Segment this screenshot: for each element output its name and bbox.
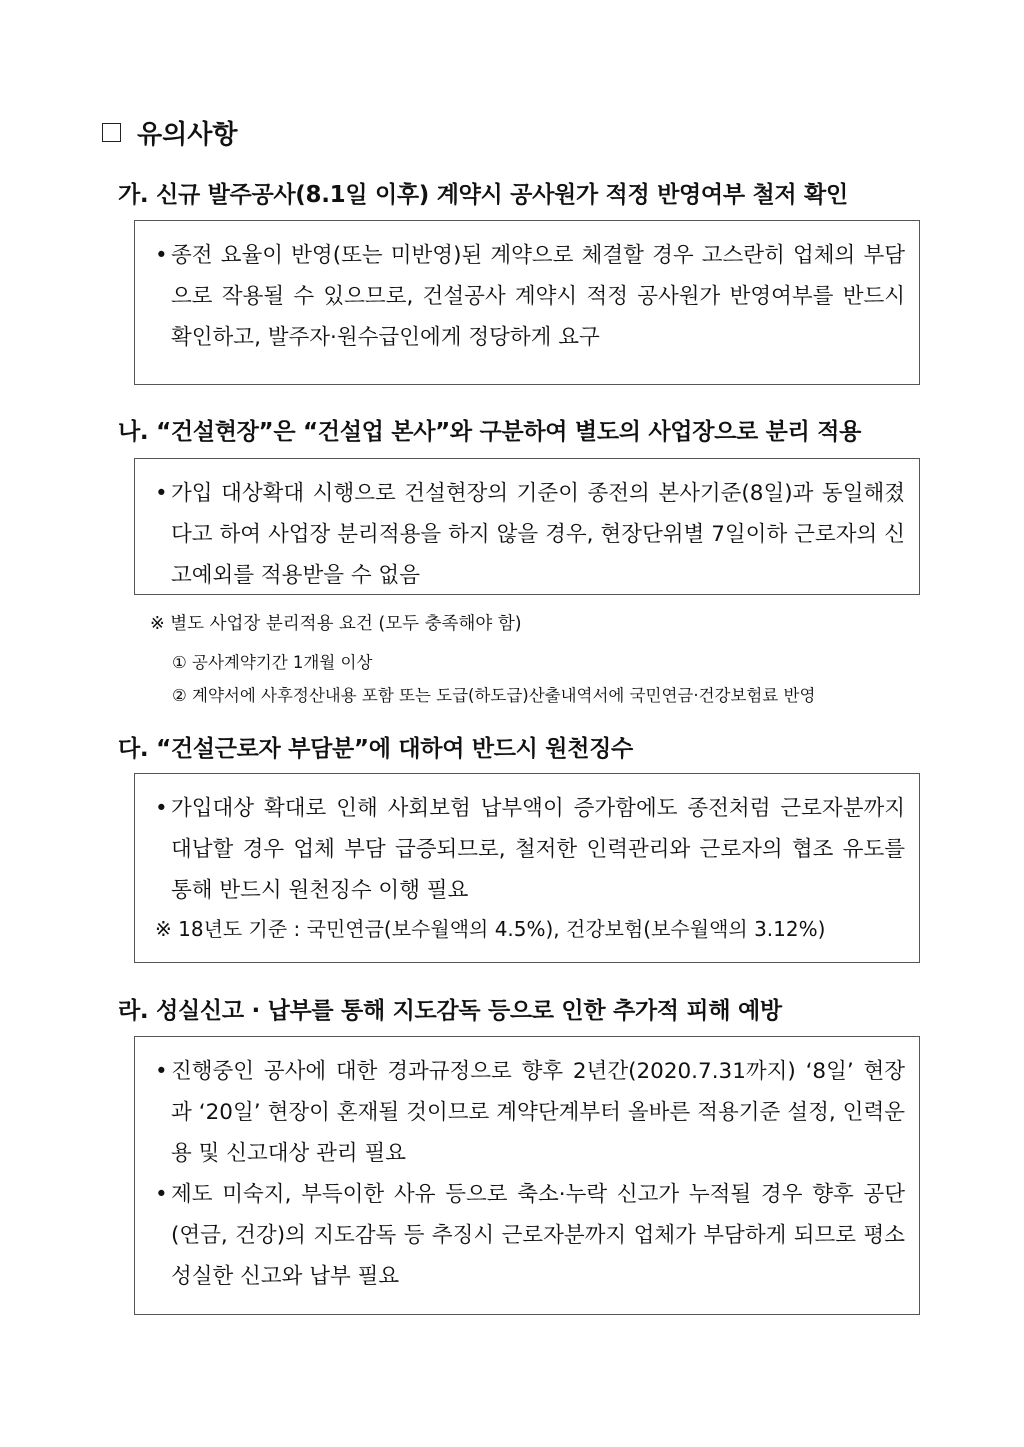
box-na [134, 458, 920, 595]
note-na: ※ 별도 사업장 분리적용 요건 (모두 충족해야 함) [150, 614, 522, 634]
box-ga [134, 220, 920, 385]
bullet-ra-2: • 제도 미숙지, 부득이한 사유 등으로 축소·누락 신고가 누적될 경우 향후 공단(연금, 건강)의 지도감독 등 추징시 근로자분까지 업체가 부담하게 되므로 평소 성실한 신고와 납부 필요 [155, 1174, 905, 1297]
checkbox-square-icon [102, 123, 121, 142]
note-item-2: ② 계약서에 사후정산내용 포함 또는 도급(하도급)산출내역서에 국민연금·건강보험료 반영 [172, 686, 816, 705]
section-title [102, 114, 237, 151]
heading-na: 나. “건설현장”은 “건설업 본사”와 구분하여 별도의 사업장으로 분리 적용 [118, 419, 862, 445]
bullet-na-1: • 가입 대상확대 시행으로 건설현장의 기준이 종전의 본사기준(8일)과 동일해졌다고 하여 사업장 분리적용을 하지 않을 경우, 현장단위별 7일이하 근로자의 신고예외를 적용받을 수 없음 [155, 473, 905, 596]
heading-ra: 라. 성실신고 · 납부를 통해 지도감독 등으로 인한 추가적 피해 예방 [118, 998, 782, 1024]
note-da: ※ 18년도 기준 : 국민연금(보수월액의 4.5%), 건강보험(보수월액의 3.12%) [155, 917, 826, 941]
bullet-ra-1: • 진행중인 공사에 대한 경과규정으로 향후 2년간(2020.7.31까지) ‘8일’ 현장과 ‘20일’ 현장이 혼재될 것이므로 계약단계부터 올바른 적용기준 설정, 인력운용 및 신고대상 관리 필요 [155, 1051, 905, 1174]
bullet-da-1: • 가입대상 확대로 인해 사회보험 납부액이 증가함에도 종전처럼 근로자분까지 대납할 경우 업체 부담 급증되므로, 철저한 인력관리와 근로자의 협조 유도를 통해 반드시 원천징수 이행 필요 [155, 788, 905, 911]
heading-da: 다. “건설근로자 부담분”에 대하여 반드시 원천징수 [118, 736, 633, 762]
section-title-text: 유의사항 [137, 120, 238, 150]
heading-ga: 가. 신규 발주공사(8.1일 이후) 계약시 공사원가 적정 반영여부 철저 확인 [118, 182, 848, 208]
box-da [134, 773, 920, 963]
bullet-ga-1: • 종전 요율이 반영(또는 미반영)된 계약으로 체결할 경우 고스란히 업체의 부담으로 작용될 수 있으므로, 건설공사 계약시 적정 공사원가 반영여부를 반드시 확인하고, 발주자·원수급인에게 정당하게 요구 [155, 235, 905, 358]
note-item-1: ① 공사계약기간 1개월 이상 [172, 653, 373, 672]
box-ra [134, 1036, 920, 1315]
